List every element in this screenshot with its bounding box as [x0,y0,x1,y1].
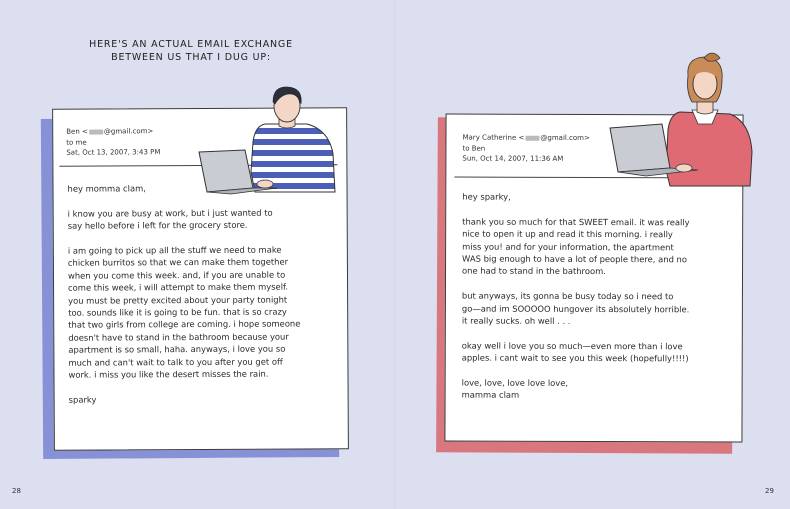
redacted-address [525,135,539,140]
paragraph-3: okay well i love you so much—even more than i love apples. i cant wait to see you this week (hopefully!!!!) [461,340,689,364]
book-spine [394,0,396,509]
spread-heading [66,38,316,64]
email-body [67,181,338,418]
recipient-line: to Ben [462,144,486,153]
page-number-right: 29 [765,487,774,495]
recipient-line: to me [66,138,87,147]
paragraph-1: thank you so much for that SWEET email. it was really nice to open it up and read it this morning. i really miss you! and for your information, the apartment WAS big enough to have a lot of people there, and no one had to stand in the bathroom. [462,216,690,277]
sender-line [462,133,589,144]
date-line: Sun, Oct 14, 2007, 11:36 AM [462,154,564,163]
paragraph-2: i am going to pick up all the stuff we need to make chicken burritos so that we can make them together when you come this week. and, if you are unable to come this week, i will attempt to make them myself. you must be pretty excited about your party tonight too. sounds like it is going to be fun. that is so crazy that two girls from college are coming. i hope someone doesn't have to stand in the bathroom because your apartment is so small, haha. anyways, i love you so much and can't wait to talk to you after you get off work. i miss you like the desert misses the rain. [67,244,301,380]
greeting: hey momma clam, [67,183,146,194]
sender-name: Ben < [66,127,88,136]
signature: sparky [68,394,97,405]
sender-domain: @gmail.com> [103,127,154,136]
ben-with-laptop-illustration [195,84,340,196]
sender-name: Mary Catherine < [462,133,525,142]
redacted-address [89,129,103,134]
signature: love, love, love love love, mamma clam [461,377,569,401]
sender-line [66,126,160,137]
paragraph-2: but anyways, its gonna be busy today so i need to go—and im SOOOOO hungover its absolutely horrible. it really sucks. oh well . . . [461,290,690,326]
page-number-left: 28 [12,487,21,495]
sender-domain: @gmail.com> [540,133,590,142]
greeting: hey sparky, [462,191,511,202]
paragraph-1: i know you are busy at work, but i just wanted to say hello before i left for the grocery store. [67,207,273,231]
email-header [66,126,160,158]
heading-line-1: HERE'S AN ACTUAL EMAIL EXCHANGE [89,39,293,50]
heading-line-2: BETWEEN US THAT I DUG UP: [111,52,271,63]
email-header [462,133,589,165]
email-body [462,191,737,415]
mary-catherine-with-laptop-illustration [600,52,760,192]
date-line: Sat, Oct 13, 2007, 3:43 PM [66,148,161,157]
